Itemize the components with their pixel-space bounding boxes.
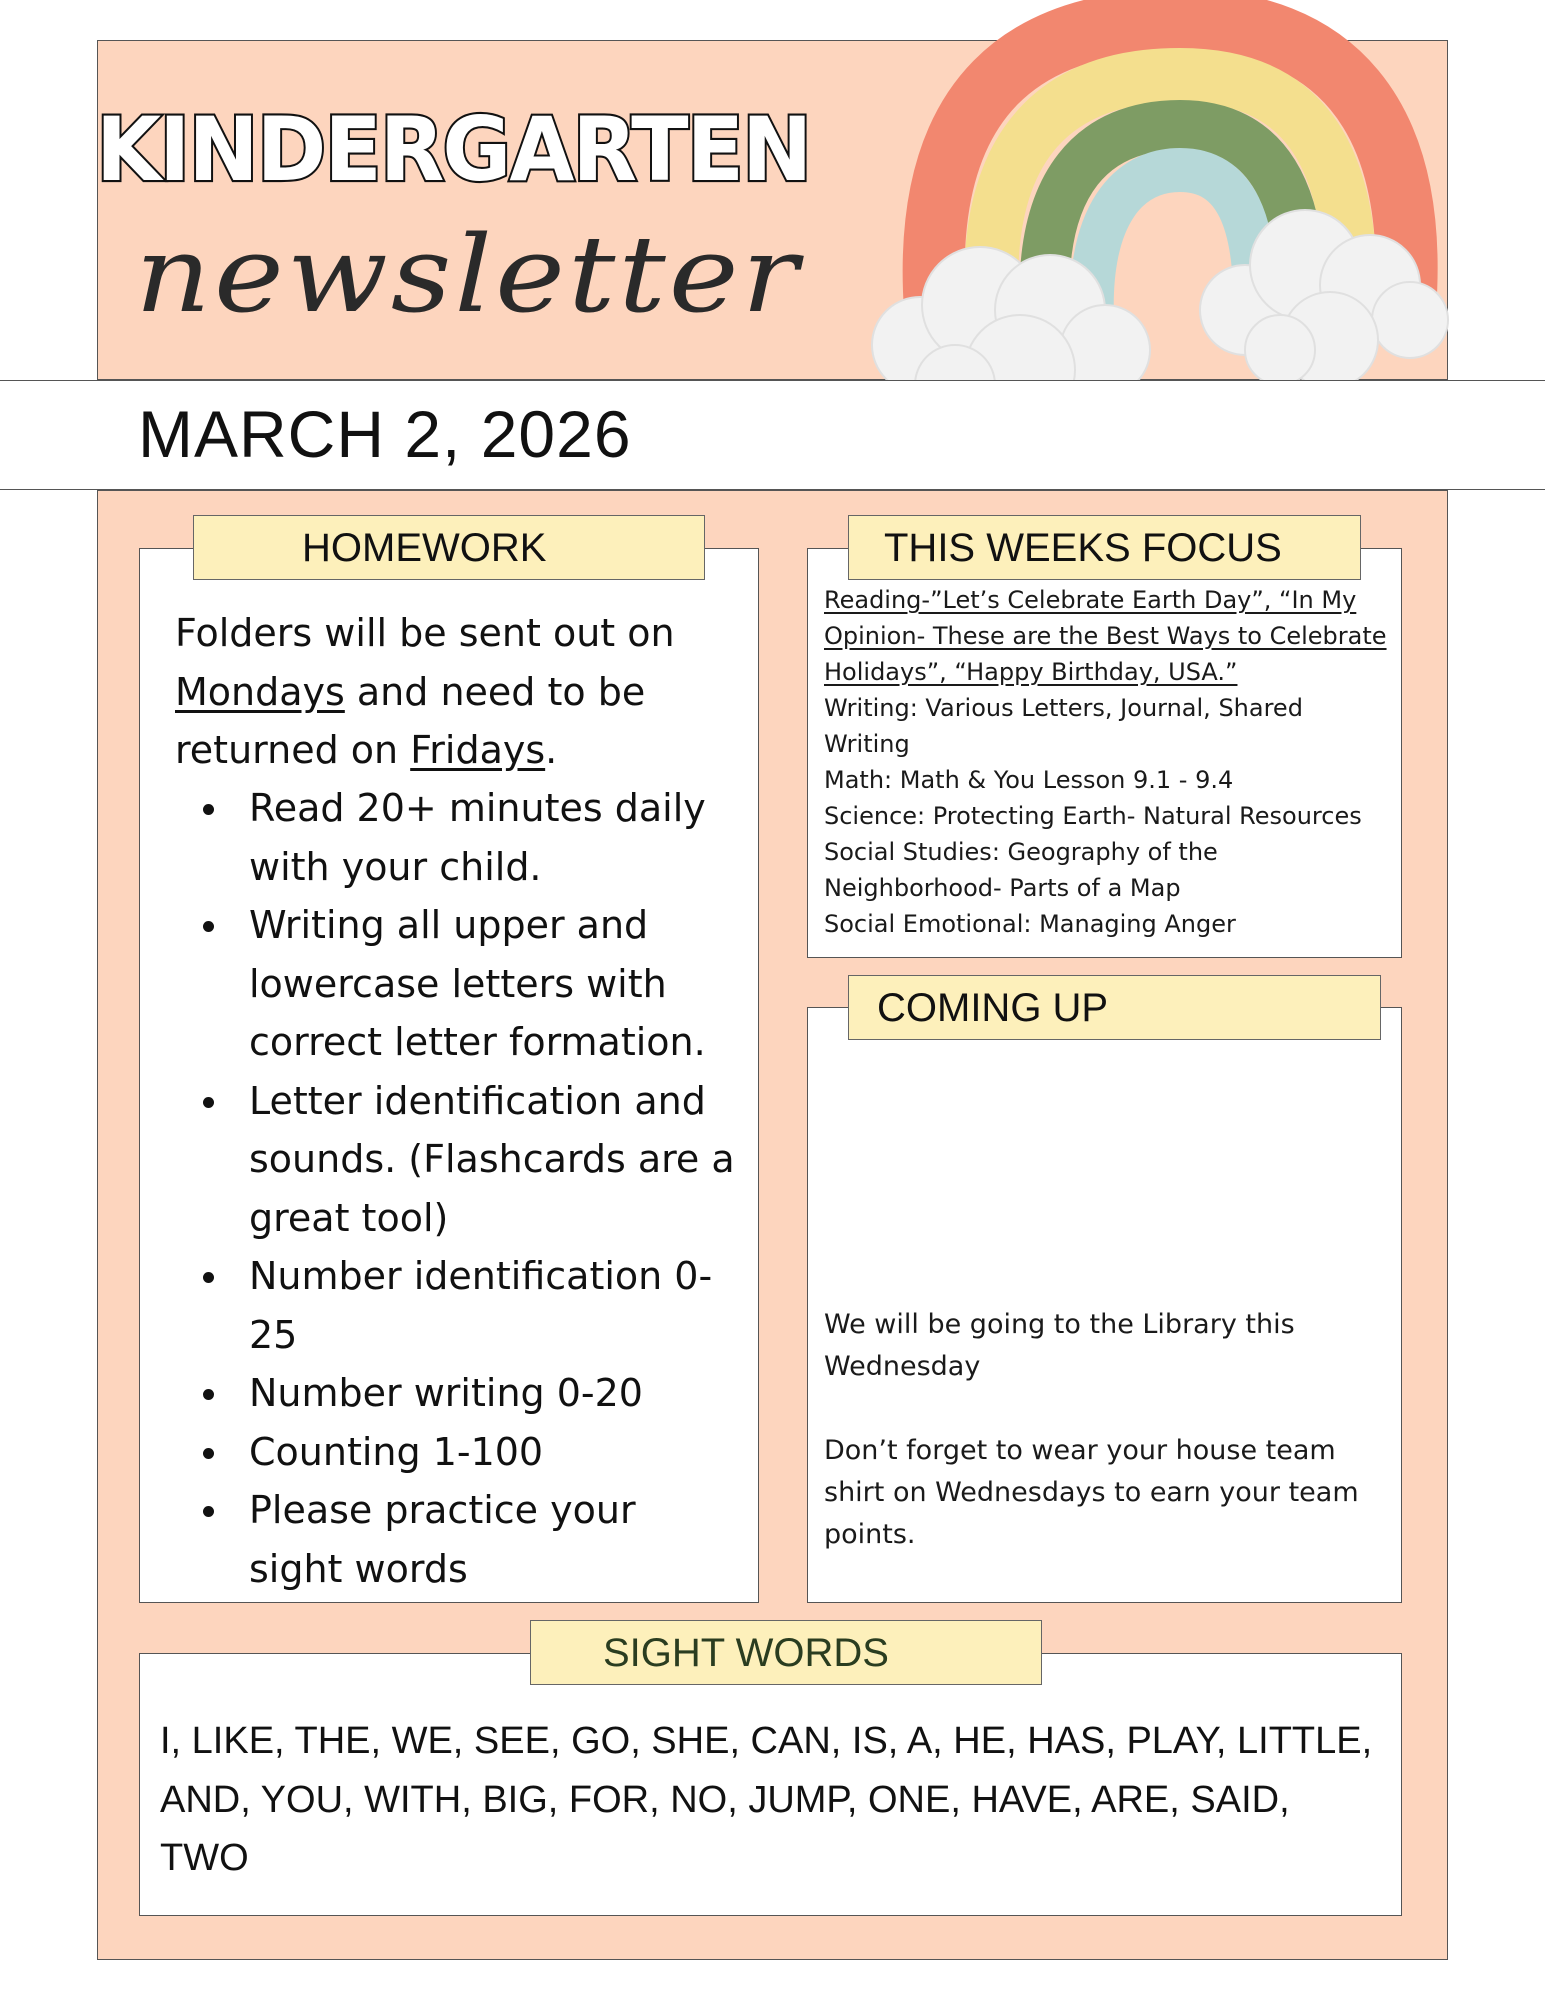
rainbow-illustration: [860, 0, 1460, 440]
newsletter-title: KINDERGARTEN: [96, 98, 811, 201]
focus-line: Writing: Various Letters, Journal, Shared Writing: [824, 694, 1303, 758]
focus-line: Social Emotional: Managing Anger: [824, 910, 1236, 938]
homework-list: [175, 779, 735, 1598]
newsletter-subtitle: newsletter: [135, 211, 802, 337]
focus-content: [824, 582, 1394, 942]
focus-heading: THIS WEEKS FOCUS: [848, 515, 1361, 580]
list-item: Read 20+ minutes daily with your child.: [249, 779, 735, 896]
mondays-text: Mondays: [175, 669, 345, 714]
focus-line: Science: Protecting Earth- Natural Resources: [824, 802, 1362, 830]
list-item: Letter identification and sounds. (Flashcards are a great tool): [249, 1072, 735, 1248]
sight-words-heading: SIGHT WORDS: [530, 1620, 1042, 1685]
list-item: Counting 1-100: [249, 1423, 735, 1482]
focus-line: Math: Math & You Lesson 9.1 - 9.4: [824, 766, 1234, 794]
fridays-text: Fridays: [410, 728, 546, 772]
coming-up-heading: COMING UP: [848, 975, 1381, 1040]
homework-intro: Folders will be sent out on Mondays and need to be returned on Fridays.: [175, 611, 675, 772]
sight-words-list: I, LIKE, THE, WE, SEE, GO, SHE, CAN, IS, A, HE, HAS, PLAY, LITTLE, AND, YOU, WITH, BIG, FOR, NO, JUMP, ONE, HAVE, ARE, SAID, TWO: [160, 1720, 1373, 1879]
homework-heading: HOMEWORK: [193, 515, 705, 580]
newsletter-date: MARCH 2, 2026: [138, 397, 632, 471]
coming-up-note: Don’t forget to wear your house team shirt on Wednesdays to earn your team points.: [824, 1435, 1359, 1550]
list-item: Please practice your sight words: [249, 1481, 735, 1598]
focus-line: Social Studies: Geography of the Neighborhood- Parts of a Map: [824, 838, 1218, 902]
focus-reading: Reading-”Let’s Celebrate Earth Day”, “In My Opinion- These are the Best Ways to Celebrate Holidays”, “Happy Birthday, USA.”: [824, 586, 1387, 686]
list-item: Number identification 0-25: [249, 1247, 735, 1364]
list-item: Writing all upper and lowercase letters with correct letter formation.: [249, 896, 735, 1072]
coming-up-note: We will be going to the Library this Wednesday: [824, 1309, 1295, 1382]
list-item: Number writing 0-20: [249, 1364, 735, 1423]
